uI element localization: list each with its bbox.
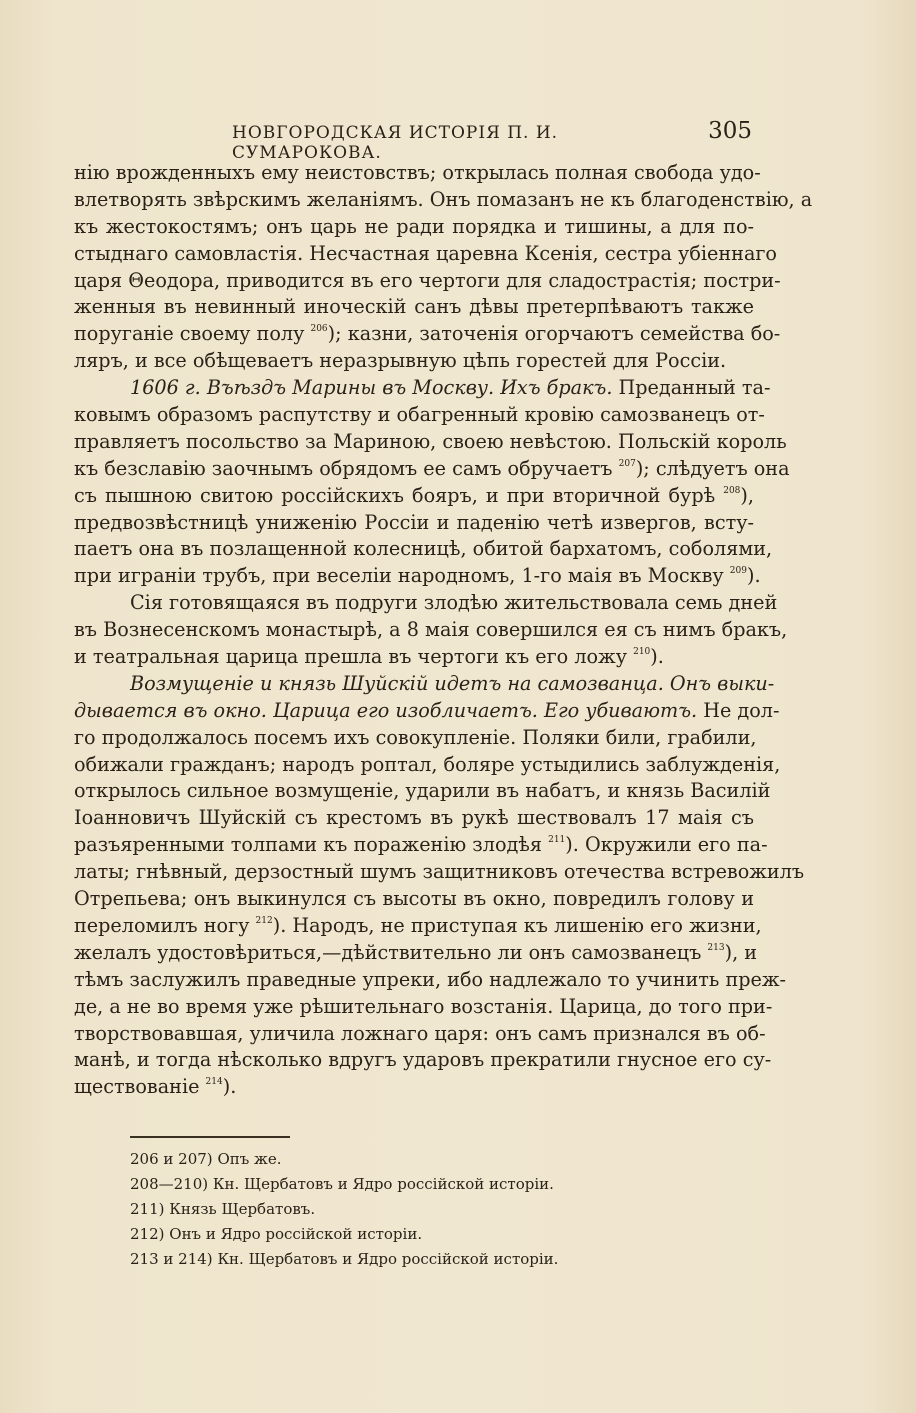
text-line: предвозвѣстницѣ униженію Россіи и паденію четѣ извергов, всту- xyxy=(74,510,754,534)
text-line: латы; гнѣвный, дерзостный шумъ защитниковъ отечества встревожилъ xyxy=(74,860,805,884)
text-line: ляръ, и все обѣщеваетъ неразрывную цѣпь горестей для Россіи. xyxy=(74,349,727,373)
text-line: влетворять звѣрскимъ желаніямъ. Онъ помазанъ не къ благоденствію, а xyxy=(74,187,813,211)
section-heading: дывается въ окно. Царица его изобличаетъ. Его убиваютъ. xyxy=(74,698,698,722)
text-line: Іоанновичъ Шуйскій съ крестомъ въ рукѣ шествовалъ 17 маія съ xyxy=(74,806,754,830)
text-span: ). Народъ, не приступая къ лишенію его жизни, xyxy=(272,913,762,937)
text-line: паетъ она въ позлащенной колесницѣ, обитой бархатомъ, соболями, xyxy=(74,537,773,561)
footnote xyxy=(130,1147,730,1171)
text-line: де, а не во время уже рѣшительнаго возстанія. Царица, до того при- xyxy=(74,994,773,1018)
text-span: ). Окружили его па- xyxy=(565,833,768,857)
text-line: въ Вознесенскомъ монастырѣ, а 8 маія совершился ея съ нимъ бракъ, xyxy=(74,618,788,642)
text-span: при играніи трубъ, при веселіи народномъ, 1-го маія въ Москву xyxy=(74,564,730,588)
text-span: къ безславію заочнымъ обрядомъ ее самъ обручаетъ xyxy=(74,456,619,480)
section-heading: Возмущеніе и князь Шуйскій идетъ на самозванца. Онъ выки- xyxy=(130,671,775,695)
footnote xyxy=(130,1222,730,1246)
text-line: обижали гражданъ; народъ роптал, боляре устыдились заблужденія, xyxy=(74,752,781,776)
footnote-marks: 211) xyxy=(130,1200,165,1218)
text-line xyxy=(74,321,781,348)
text-span: ). xyxy=(746,564,761,588)
footnote-ref: 209 xyxy=(729,566,747,577)
text-line: открылось сильное возмущеніе, ударили въ набатъ, и князь Василій xyxy=(74,779,771,803)
text-span: и театральная царица прешла въ чертоги къ его ложу xyxy=(74,645,634,669)
footnote-text: Князь Щербатовъ. xyxy=(169,1200,316,1218)
footnote-marks: 208—210) xyxy=(130,1175,209,1193)
text-line: стыднаго самовластія. Несчастная царевна Ксенія, сестра убіеннаго xyxy=(74,241,777,265)
text-span: ществованіе xyxy=(74,1075,206,1099)
text-line xyxy=(74,563,761,590)
footnote-text: Онъ и Ядро россійской исторіи. xyxy=(169,1225,423,1243)
footnote-ref: 214 xyxy=(205,1077,223,1088)
text-span: Преданный та- xyxy=(612,376,771,400)
text-line: царя Θеодора, приводится въ его чертоги для сладострастія; постри- xyxy=(74,268,781,292)
text-span: ). xyxy=(650,645,664,669)
text-line xyxy=(74,1074,754,1101)
text-span: ), xyxy=(740,483,754,507)
text-span: Не дол- xyxy=(697,698,780,722)
text-line xyxy=(74,698,780,725)
footnote-text: Опъ же. xyxy=(217,1150,282,1168)
text-line: Отрепьева; онъ выкинулся съ высоты въ окно, повредилъ голову и xyxy=(74,887,754,911)
text-line: Сія готовящаяся въ подруги злодѣю жительствовала семь дней xyxy=(130,591,778,615)
text-line: манѣ, и тогда нѣсколько вдругъ ударовъ прекратили гнусное его су- xyxy=(74,1048,772,1072)
running-title: НОВГОРОДСКАЯ ИСТОРІЯ П. И. СУМАРОКОВА. xyxy=(232,123,559,163)
page-number: 305 xyxy=(708,118,752,144)
footnote-marks: 212) xyxy=(130,1225,165,1243)
text-line: женныя въ невинный иноческій санъ дѣвы претерпѣваютъ также xyxy=(74,295,754,319)
text-line xyxy=(74,671,775,698)
text-line: го продолжалось посемъ ихъ совокупленіе. Поляки били, грабили, xyxy=(74,725,757,749)
footnote xyxy=(130,1197,730,1221)
text-line: творствовавшая, уличила ложнаго царя: онъ самъ признался въ об- xyxy=(74,1021,766,1045)
text-line xyxy=(74,644,754,671)
footnote-text: Кн. Щербатовъ и Ядро россійской исторіи. xyxy=(212,1175,554,1193)
footnote-text: Кн. Щербатовъ и Ядро россійской исторіи. xyxy=(217,1250,559,1268)
text-span: ); казни, заточенія огорчаютъ семейства бо- xyxy=(327,322,781,346)
footnote-ref: 212 xyxy=(255,915,273,926)
text-span: съ пышною свитою россійскихъ бояръ, и при вторичной бурѣ xyxy=(74,483,724,507)
text-line: нію врожденныхъ ему неистовствъ; открылась полная свобода удо- xyxy=(74,161,761,184)
text-line xyxy=(74,456,790,483)
text-line: тѣмъ заслужилъ праведные упреки, ибо надлежало то учинить преж- xyxy=(74,967,787,991)
text-line xyxy=(74,913,762,940)
text-line: къ жестокостямъ; онъ царь не ради порядка и тишины, а для по- xyxy=(74,214,754,238)
text-span: ); слѣдуетъ она xyxy=(635,456,790,480)
text-line xyxy=(74,940,758,967)
footnote-ref: 211 xyxy=(548,835,566,846)
text-span: ), и xyxy=(724,940,758,964)
text-span: переломилъ ногу xyxy=(74,913,256,937)
text-line: ковымъ образомъ распутству и обагренный кровію самозванецъ от- xyxy=(74,403,765,427)
main-text xyxy=(74,160,813,1101)
text-line xyxy=(74,832,768,859)
footnote-divider xyxy=(130,1136,290,1138)
text-line: правляетъ посольство за Мариною, своею невѣстою. Польскій король xyxy=(74,429,787,453)
running-header xyxy=(232,118,752,163)
footnote-ref: 206 xyxy=(310,324,328,335)
text-line xyxy=(74,375,771,402)
footnote-marks: 213 и 214) xyxy=(130,1250,213,1268)
footnote-ref: 207 xyxy=(618,458,636,469)
footnote xyxy=(130,1172,730,1196)
footnote-ref: 210 xyxy=(633,647,651,658)
footnote xyxy=(130,1247,730,1271)
text-span: разъяренными толпами къ пораженію злодѣя xyxy=(74,833,549,857)
footnote-ref: 213 xyxy=(707,942,725,953)
text-line xyxy=(74,483,754,510)
footnote-ref: 208 xyxy=(723,485,741,496)
footnote-marks: 206 и 207) xyxy=(130,1150,213,1168)
section-heading: 1606 г. Въѣздъ Марины въ Москву. Ихъ бракъ. xyxy=(130,376,613,400)
text-span: желалъ удостовѣриться,—дѣйствительно ли онъ самозванецъ xyxy=(74,940,708,964)
text-span: поруганіе своему полу xyxy=(74,322,311,346)
text-span: ). xyxy=(222,1075,237,1099)
